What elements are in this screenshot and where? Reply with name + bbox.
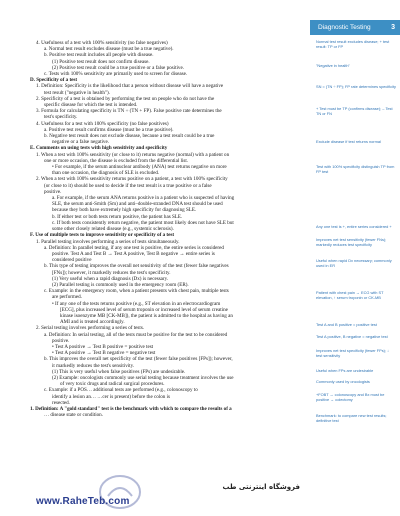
text-line: 2. Specificity of a test is obtained by performing the test on people who do not have the [36, 95, 215, 102]
text-line: one or more occasion, the disease is excluded from the differential list. [44, 157, 189, 164]
text-line: a. Normal test result excludes disease (must be a true negative). [44, 46, 174, 53]
margin-note: Test A positive, B negative = negative test [316, 334, 388, 339]
text-line: test's specificity. [44, 114, 78, 121]
text-line: of very toxic drugs and radical surgical procedures. [60, 381, 165, 388]
text-line: b. This type of testing improves the overall net sensitivity of the test (fewer false negatives [44, 263, 229, 270]
margin-note: Exclude disease if test returns normal [316, 139, 381, 144]
text-line: (1) Positive test result does not confirm disease. [52, 58, 150, 65]
text-line: b. This improves the overall net specificity of the test (fewer false positives [FPs]); however, [44, 356, 233, 363]
text-line: 4. Usefulness for a test with 100% specificity (no false positives) [36, 120, 169, 127]
page-number: 3 [391, 24, 395, 31]
text-line: 3. Formula for calculating specificity is TN ÷ (TN + FP). False positive rate determines the [36, 108, 222, 115]
text-line: • Test A positive → Test B negative = negative test [52, 350, 156, 357]
margin-note: Test with 100% specificity distinguish TP from FP test [316, 164, 395, 174]
text-line: b. Negative test result does not exclude disease, because a test result could be a true [44, 133, 215, 140]
text-line: (or close to it) should be used to decide if the test result is a true positive or a false [44, 182, 212, 189]
margin-note: SN = (TN ÷ FP); FP rate determines specificity [316, 84, 397, 89]
text-line: 2. When a test with 100% sensitivity returns positive on a patient, a test with 100% specificity [36, 176, 228, 183]
margin-note: Commonly used by oncologists [316, 379, 370, 384]
text-line: considered positive [52, 257, 92, 264]
text-line: b. Positive test result includes all people with disease. [44, 52, 154, 59]
text-line: [FNs]); however, it markedly reduces the test's specificity. [52, 269, 171, 276]
section-heading: D. Specificity of a test [30, 77, 78, 84]
text-line: than one occasion, the diagnosis of SLE is excluded. [52, 170, 160, 177]
margin-note: "Negative in health" [316, 63, 350, 68]
text-line: negative or a false negative. [52, 139, 109, 146]
text-line: (1) Very useful when a rapid diagnosis (Dx) is necessary. [52, 275, 169, 282]
text-line: a. Definition: In serial testing, all of the tests must be positive for the test to be considered [44, 331, 228, 338]
section-heading: E. Comments on using tests with high sensitivity and specificity [30, 145, 168, 152]
text-line: it markedly reduces the test's sensitivity. [52, 362, 135, 369]
text-line: 2. Serial testing involves performing a series of tests. [36, 325, 145, 332]
text-line: c. If both tests consistently return negative, the patient most likely does not have SLE but [52, 219, 234, 226]
text-line: c. Tests with 100% sensitivity are primarily used to screen for disease. [44, 71, 188, 78]
margin-note: Useful when rapid Dx necessary; commonly used in ER [316, 258, 392, 268]
text-line: 1. Definition: Specificity is the likelihood that a person without disease will have a negative [36, 83, 224, 90]
text-line: 1. Parallel testing involves performing a series of tests simultaneously. [36, 238, 180, 245]
text-line: a. For example, if the serum ANA returns positive in a patient who is suspected of having [52, 195, 235, 202]
text-line: (1) This is very useful when false positives (FPs) are undesirable. [52, 368, 186, 375]
watermark-url: www.RaheTeb.com [36, 496, 130, 507]
margin-note: Benchmark: to compare new test results; definitive test [316, 413, 387, 423]
margin-note: Useful when FPs are undesirable [316, 368, 374, 373]
text-line: c. Example: in the emergency room, when a patient presents with chest pain, multiple tests [44, 288, 229, 295]
text-line: specific disease for which the test is intended. [44, 102, 138, 109]
section-heading: 1. Definition: A "gold standard" test is the benchmark with which to compare the results of a [30, 405, 232, 412]
margin-note: Improves net test sensitivity (fewer FNs); markedly reduces test specificity [316, 237, 387, 247]
main-text [30, 40, 303, 418]
margin-note: Improves net test specificity (fewer FPs); ↓ test sensitivity [316, 348, 390, 358]
text-line: positive. Test A and Test B → Test A positive, Test B negative → entire series is [52, 250, 215, 257]
margin-note: + Test must be TP (confirms disease); – Test TN or FN [316, 106, 393, 116]
text-line: (2) Parallel testing is commonly used in the emergency room (ER). [52, 281, 189, 288]
margin-note: Any one test is +, entire series considered + [316, 224, 392, 229]
text-line: • Test A positive → Test B positive = positive test [52, 343, 154, 350]
text-line: 1. When a test with 100% sensitivity (or close to it) returns negative (normal) with a patient on [36, 151, 230, 158]
text-line: (2) Example: oncologists commonly use serial testing because treatment involves the use [52, 374, 234, 381]
text-line: SLE, the serum anti-Smith (Sm) and anti–double-stranded DNA test should be used [52, 201, 223, 208]
running-header [310, 20, 400, 35]
margin-note: Patient with chest pain → ECG with ST elevation, ↑ serum troponin or CK-MB [316, 290, 384, 300]
text-line: 4. Usefulness of a test with 100% sensitivity (no false negatives) [36, 40, 168, 46]
text-line: identify a lesion an… …cer is present) before the colon is [52, 393, 170, 400]
margin-note: Normal test result excludes disease; + test result: TP or FP [316, 39, 390, 49]
text-line: … disease state or condition. [44, 412, 103, 419]
text-line: • For example, if the serum antinuclear antibody (ANA) test returns negative on more [52, 164, 227, 171]
text-line: some other closely related disease (e.g., systemic sclerosis). [52, 226, 174, 233]
margin-note: Test A and B positive = positive test [316, 322, 377, 327]
text-line: resected. [52, 399, 70, 406]
text-line: test result ("negative in health"). [44, 89, 110, 96]
header-title: Diagnostic Testing [318, 24, 371, 31]
margin-note: +FOBT → colonoscopy and Bx must be positive → colectomy [316, 392, 385, 402]
text-line: are performed. [52, 294, 82, 301]
section-heading: F. Use of multiple tests to improve sensitivity or specificity of a test [30, 232, 175, 239]
text-line: b. If either test or both tests return positive, the patient has SLE. [52, 213, 183, 220]
text-line: positive. [44, 188, 62, 195]
text-line: • If any one of the tests returns positive (e.g., ST elevation in an electrocardiogram [52, 300, 221, 307]
text-line: c. Example: if a POS… additional tests are performed (e.g., colonoscopy to [44, 387, 198, 394]
text-line: a. Positive test result confirms disease (must be a true positive). [44, 126, 174, 133]
text-line: [ECG], plus increased level of serum troponin or increased level of serum creatine [60, 306, 228, 313]
text-line: AMI and is treated accordingly. [60, 319, 125, 326]
text-line: a. Definition: In parallel testing, if any one test is positive, the entire series is considered [44, 244, 224, 251]
text-line: positive. [52, 337, 70, 344]
text-line: because they both have extremely high specificity for diagnosing SLE. [52, 207, 197, 214]
text-line: (2) Positive test result could be a true positive or a false positive. [52, 64, 184, 71]
text-line: kinase isoenzyme MB [CK-MB]), the patient is admitted to the hospital as having an [60, 312, 233, 319]
watermark-text: فروشگاه اینترنتی طب [222, 483, 300, 491]
